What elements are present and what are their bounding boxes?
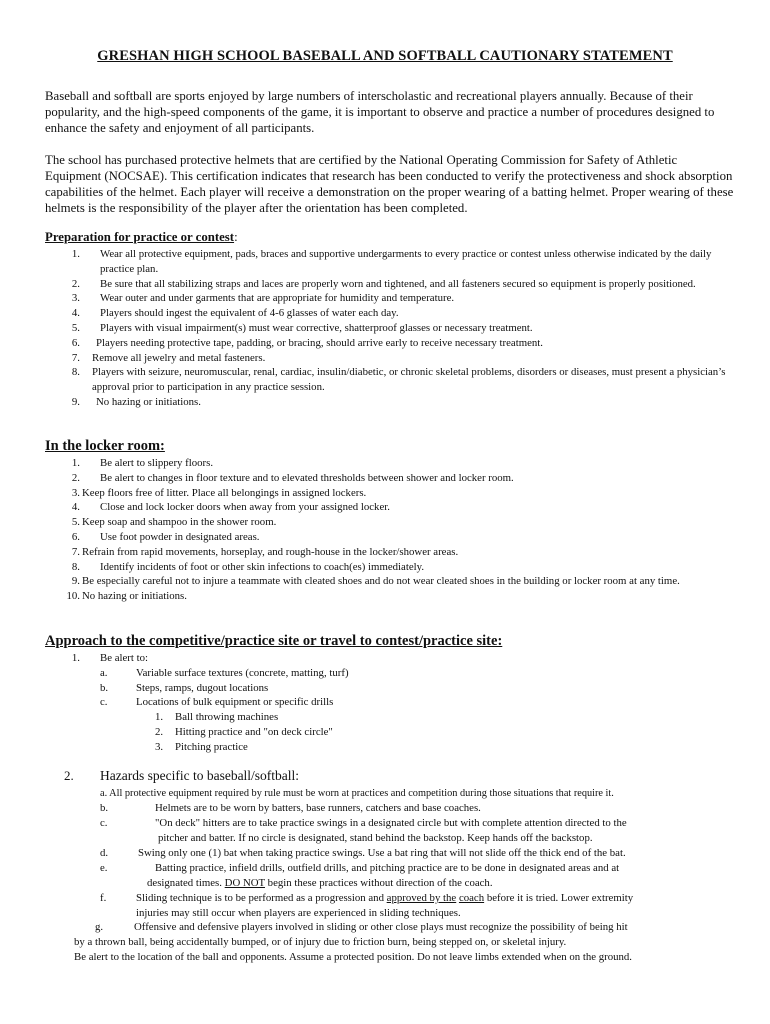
item-number: 2. [71, 471, 80, 484]
sub-item-text: Variable surface textures (concrete, matting, turf) [136, 666, 349, 679]
hazard-c-line1: "On deck" hitters are to take practice swings in a designated circle but with complete attention directed to the [155, 817, 627, 829]
drill-item [0, 710, 770, 725]
item-text: No hazing or initiations. [96, 395, 201, 408]
hazard-f-approved: approved by the [386, 892, 457, 904]
item-text: Be alert to changes in floor texture and to elevated thresholds between shower and locker room. [100, 471, 514, 484]
list-item [0, 486, 770, 501]
item-text: Remove all jewelry and metal fasteners. [92, 351, 266, 364]
hazard-d: Swing only one (1) bat when taking practice swings. Use a bat ring that will not slide off the thick end of the bat. [138, 847, 626, 859]
item-text: Players with seizure, neuromuscular, renal, cardiac, insulin/diabetic, or chronic skeletal problems, disorders or diseases, must present a physician’s approval prior to participation in any practice session. [92, 366, 726, 394]
preparation-heading-text: Preparation for practice or contest [45, 230, 235, 244]
item-number: 3. [71, 292, 80, 305]
list-item [0, 589, 770, 604]
hazard-f-coach: coach [458, 892, 485, 904]
item-text: Be sure that all stabilizing straps and laces are properly worn and tightened, and all fasteners secured so equipment is properly positioned. [100, 277, 696, 290]
item-number: 1. [71, 457, 80, 469]
hazard-b-key: b. [100, 802, 109, 814]
list-item [0, 456, 770, 471]
hazard-g-key: g. [95, 921, 104, 933]
hazards-title: Hazards specific to baseball/softball: [100, 768, 300, 783]
hazard-e-text-a: designated times. [147, 877, 225, 889]
list-item [0, 651, 770, 666]
sub-item-text: Locations of bulk equipment or specific drills [136, 696, 334, 709]
hazard-c-line2: pitcher and batter. If no circle is designated, stand behind the backstop. Keep hands off the backstop. [158, 832, 593, 844]
locker-room-list [0, 456, 770, 604]
list-item [0, 351, 770, 366]
hazard-f-text-b: before it is tried. Lower extremity [484, 892, 634, 904]
drill-item [0, 725, 770, 740]
hazard-e-key: e. [100, 862, 108, 874]
item-number: 2. [71, 277, 80, 290]
hazard-f-key: f. [100, 892, 107, 904]
item-number: 5. [71, 516, 80, 529]
locker-room-heading: In the locker room: [45, 438, 165, 454]
list-item [0, 321, 770, 336]
list-item [0, 277, 770, 292]
item-number: 4. [71, 307, 80, 320]
approach-heading: Approach to the competitive/practice site or travel to contest/practice site: [45, 633, 503, 649]
item-number: 5. [71, 321, 80, 334]
hazard-e-text-b: begin these practices without direction of the coach. [264, 877, 493, 889]
item-text: Identify incidents of foot or other skin infections to coach(es) immediately. [100, 560, 425, 573]
list-item [0, 471, 770, 486]
item-number: 6. [71, 336, 80, 349]
item-text: Close and lock locker doors when away from your assigned locker. [100, 501, 390, 514]
item-text: Be alert to slippery floors. [100, 457, 214, 469]
item-text: Players with visual impairment(s) must wear corrective, shatterproof glasses or necessary treatment. [100, 321, 533, 334]
drill-key: 2. [155, 725, 164, 738]
item-text: Use foot powder in designated areas. [100, 530, 260, 543]
intro-paragraph-1: Baseball and softball are sports enjoyed by large numbers of interscholastic and recreational players annually. Because of their popularity, and the high-speed components of the game, it is important to observe and practice a number of procedures designed to enhance the safety and enjoyment of all participants. [45, 89, 715, 135]
hazards-number: 2. [64, 768, 74, 783]
item-text: Keep soap and shampoo in the shower room. [82, 516, 277, 529]
drill-key: 3. [155, 740, 164, 753]
list-item [0, 247, 770, 277]
item-number: 6. [71, 530, 80, 543]
hazard-e-line2 [147, 876, 493, 891]
sub-item-key: b. [100, 681, 109, 694]
list-item [0, 560, 770, 575]
preparation-heading-colon: : [234, 230, 238, 244]
hazard-f-text-a: Sliding technique is to be performed as a progression and [136, 892, 387, 904]
item-number: 7. [71, 351, 80, 364]
item-number: 7. [71, 545, 80, 558]
final-statement: Be alert to the location of the ball and opponents. Assume a protected position. Do not leave limbs extended when on the ground. [74, 951, 633, 963]
sub-item-key: c. [100, 696, 108, 709]
drill-text: Ball throwing machines [175, 711, 279, 724]
hazard-b: Helmets are to be worn by batters, base runners, catchers and base coaches. [155, 802, 481, 814]
item-text: Wear outer and under garments that are appropriate for humidity and temperature. [100, 292, 455, 305]
intro-paragraph-2: The school has purchased protective helmets that are certified by the National Operating Commission for Safety of Athletic Equipment (NOCSAE). This certification indicates that research has been conducted to verify the protectiveness and shock absorption capabilities of the helmet. Each player will receive a demonstration on the proper wearing of a batting helmet. Proper wearing of these helmets is the responsibility of the player after the orientation has been completed. [45, 153, 734, 215]
drill-text: Hitting practice and "on deck circle" [175, 725, 333, 738]
list-item [0, 291, 770, 306]
hazard-c-key: c. [100, 817, 108, 829]
sub-item [0, 666, 770, 681]
item-number: 1. [71, 248, 80, 260]
hazard-g-line1: Offensive and defensive players involved in sliding or other close plays must recognize the possibility of being hit [134, 921, 628, 933]
hazard-d-key: d. [100, 847, 109, 859]
hazard-f-line2: injuries may still occur when players are experienced in sliding techniques. [136, 907, 461, 919]
drill-text: Pitching practice [175, 740, 248, 753]
list-item [0, 336, 770, 351]
preparation-heading [45, 230, 238, 245]
item-text: Keep floors free of litter. Place all belongings in assigned lockers. [82, 486, 367, 499]
hazard-f-line1 [136, 891, 633, 906]
sub-item [0, 681, 770, 696]
item-text: Players should ingest the equivalent of 4-6 glasses of water each day. [100, 307, 399, 320]
list-item [0, 530, 770, 545]
drill-key: 1. [155, 711, 164, 724]
hazard-e-do-not: DO NOT [224, 877, 265, 889]
item-number: 9. [71, 575, 80, 588]
list-item [0, 574, 770, 589]
page-title: GRESHAN HIGH SCHOOL BASEBALL AND SOFTBALL CAUTIONARY STATEMENT [97, 48, 673, 64]
approach-list [0, 651, 770, 755]
item-text: Refrain from rapid movements, horseplay, and rough-house in the locker/shower areas. [82, 545, 459, 558]
list-item [0, 545, 770, 560]
item-number: 8. [71, 366, 80, 379]
item-number: 10. [66, 590, 80, 603]
list-item [0, 395, 770, 410]
item-text: No hazing or initiations. [82, 590, 187, 603]
item-number: 4. [71, 501, 80, 514]
sub-item [0, 695, 770, 710]
hazard-e-line1: Batting practice, infield drills, outfield drills, and pitching practice are to be done in designated areas and at [155, 862, 620, 874]
item-number: 9. [71, 395, 80, 408]
list-item [0, 500, 770, 515]
sub-item-key: a. [100, 666, 108, 679]
list-item [0, 365, 770, 395]
hazard-g-line2: by a thrown ball, being accidentally bumped, or of injury due to friction burn, being stepped on, or skeletal injury. [74, 936, 567, 948]
item-text: Players needing protective tape, padding, or bracing, should arrive early to receive necessary treatment. [96, 336, 543, 349]
item-number: 1. [71, 652, 80, 664]
sub-item-text: Steps, ramps, dugout locations [136, 681, 269, 694]
item-text: Be especially careful not to injure a teammate with cleated shoes and do not wear cleated shoes in the building or locker room at any time. [82, 575, 680, 588]
list-item [0, 306, 770, 321]
item-number: 3. [71, 486, 80, 499]
item-text: Be alert to: [100, 652, 148, 664]
preparation-list [0, 247, 770, 410]
drill-item [0, 740, 770, 755]
item-number: 8. [71, 560, 80, 573]
item-text: Wear all protective equipment, pads, braces and supportive undergarments to every practice or contest unless otherwise indicated by the daily practice plan. [100, 248, 712, 275]
list-item [0, 515, 770, 530]
hazard-a: a. All protective equipment required by rule must be worn at practices and competition during those situations that require it. [100, 788, 614, 799]
